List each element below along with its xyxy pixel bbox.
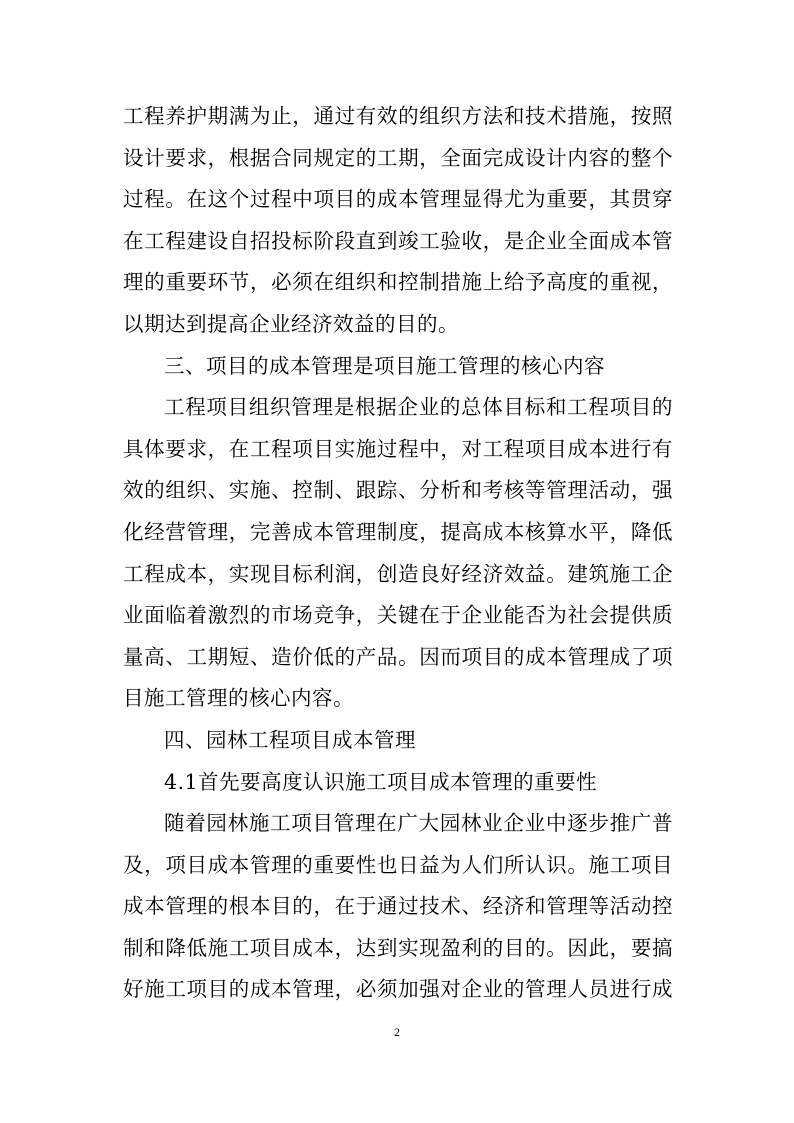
subsection-heading-4-1: 4.1首先要高度认识施工项目成本管理的重要性 <box>164 769 598 794</box>
section-heading-4: 四、园林工程项目成本管理 <box>164 727 416 752</box>
text-line: 成本管理的根本目的，在于通过技术、经济和管理等活动控 <box>123 894 673 919</box>
body-text <box>123 96 673 1011</box>
text-line: 具体要求，在工程项目实施过程中，对工程项目成本进行有 <box>123 436 673 461</box>
text-line: 以期达到提高企业经济效益的目的。 <box>123 311 459 336</box>
text-line: 目施工管理的核心内容。 <box>123 686 354 711</box>
section-heading-3: 三、项目的成本管理是项目施工管理的核心内容 <box>164 353 605 378</box>
text-line: 工程成本，实现目标利润，创造良好经济效益。建筑施工企 <box>123 561 673 586</box>
text-line: 及，项目成本管理的重要性也日益为人们所认识。施工项目 <box>123 852 673 877</box>
text-line: 化经营管理，完善成本管理制度，提高成本核算水平，降低 <box>123 519 673 544</box>
text-line: 好施工项目的成本管理，必须加强对企业的管理人员进行成 <box>123 977 673 1002</box>
paragraph-first-line: 随着园林施工项目管理在广大园林业企业中逐步推广普 <box>164 811 673 836</box>
text-line: 制和降低施工项目成本，达到实现盈利的目的。因此，要搞 <box>123 935 673 960</box>
text-line: 过程。在这个过程中项目的成本管理显得尤为重要，其贯穿 <box>123 187 673 212</box>
text-line: 效的组织、实施、控制、跟踪、分析和考核等管理活动，强 <box>123 478 673 503</box>
text-line: 设计要求，根据合同规定的工期，全面完成设计内容的整个 <box>123 145 673 170</box>
text-line: 工程养护期满为止，通过有效的组织方法和技术措施，按照 <box>123 104 673 128</box>
text-line: 在工程建设自招投标阶段直到竣工验收，是企业全面成本管 <box>123 228 673 253</box>
text-line: 理的重要环节，必须在组织和控制措施上给予高度的重视， <box>123 270 673 295</box>
paragraph-first-line: 工程项目组织管理是根据企业的总体目标和工程项目的 <box>164 395 673 420</box>
page-number: 2 <box>394 1025 400 1039</box>
text-line: 量高、工期短、造价低的产品。因而项目的成本管理成了项 <box>123 644 673 669</box>
text-line: 业面临着激烈的市场竞争，关键在于企业能否为社会提供质 <box>123 603 673 628</box>
